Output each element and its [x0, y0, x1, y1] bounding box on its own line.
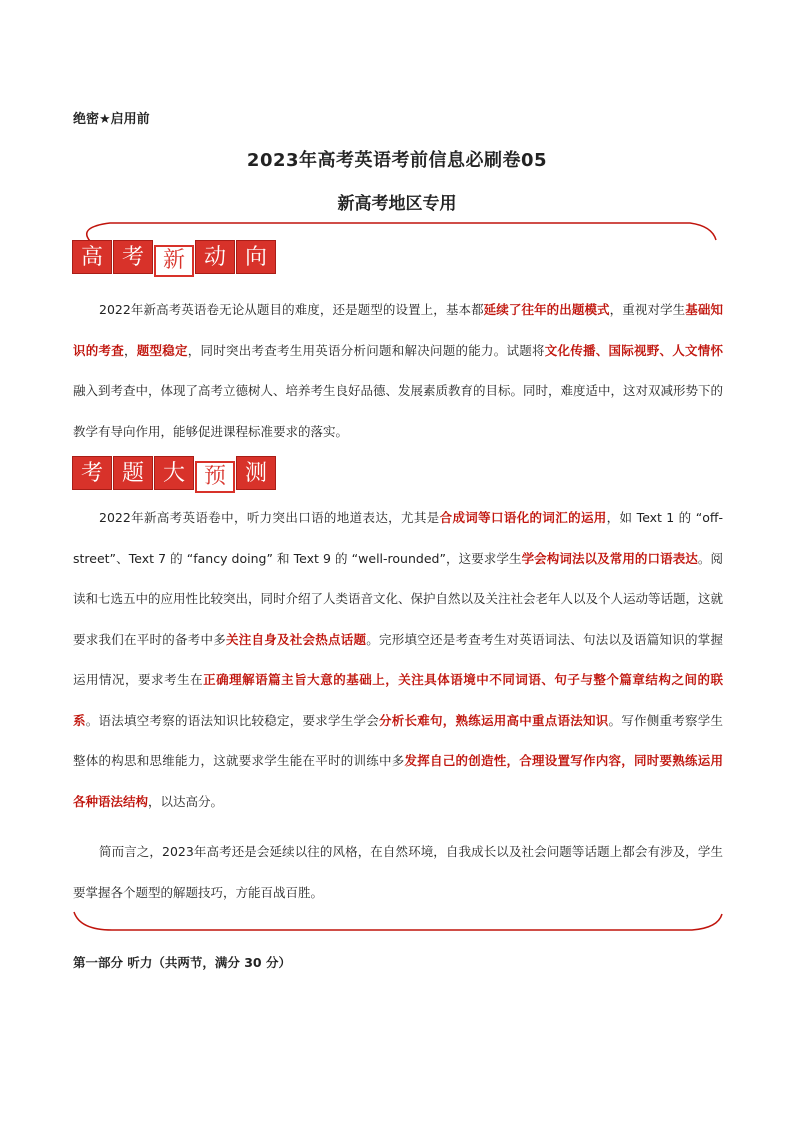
page-subtitle: 新高考地区专用 — [337, 194, 457, 214]
paragraph-summary: 简而言之，2023年高考还是会延续以往的风格，在自然环境，自我成长以及社会问题等话题上都会有涉及，学生要掌握各个题型的解题技巧，方能百战百胜。 — [73, 844, 723, 900]
highlight-text: 合成词等口语化的词汇的运用 — [439, 510, 607, 525]
highlight-text: 基础知识的考查 — [73, 302, 723, 358]
banner-forecast-char: 测 — [236, 456, 276, 490]
banner-trend-char: 高 — [72, 240, 112, 274]
highlight-text: 分析长难句，熟练运用高中重点语法知识 — [378, 712, 609, 728]
banner-forecast-char: 考 — [72, 456, 112, 490]
banner-trend-char: 考 — [113, 240, 153, 274]
banner-trend-char: 向 — [236, 240, 276, 274]
section-heading: 第一部分 听力（共两节，满分 30 分） — [73, 955, 291, 970]
highlight-text: 发挥自己的创造性，合理设置写作内容，同时要熟练运用各种语法结构 — [73, 753, 723, 809]
banner-trend — [72, 240, 276, 277]
paragraph-new-trends: 2022年新高考英语卷无论从题目的难度，还是题型的设置上，基本都延续了往年的出题模式，重视对学生基础知识的考查，题型稳定，同时突出考查考生用英语分析问题和解决问题的能力。试题将文化传播、国际视野、人文情怀融入到考查中，体现了高考立德树人、培养考生良好品德、发展素质教育的目标。同时，难度适中，这对双减形势下的教学有导向作用，能够促进课程标准要求的落实。 — [73, 302, 724, 439]
banner-trend-char: 动 — [195, 240, 235, 274]
highlight-text: 延续了往年的出题模式 — [483, 302, 610, 317]
banner-forecast-char: 大 — [154, 456, 194, 490]
page-title: 2023年高考英语考前信息必刷卷05 — [246, 150, 548, 171]
highlight-text: 关注自身及社会热点话题 — [226, 631, 367, 647]
banner-trend-char: 新 — [154, 245, 194, 277]
highlight-text: 学会构词法以及常用的口语表达 — [521, 550, 698, 566]
banner-forecast-char: 题 — [113, 456, 153, 490]
banner-forecast — [72, 456, 276, 493]
banner-forecast-char: 预 — [195, 461, 235, 493]
highlight-text: 题型稳定 — [136, 342, 188, 358]
confidential-label: 绝密★启用前 — [73, 112, 150, 127]
highlight-text: 文化传播、国际视野、人文情怀 — [544, 342, 723, 358]
highlight-text: 正确理解语篇主旨大意的基础上，关注具体语境中不同词语、句子与整个篇章结构之间的联系 — [73, 672, 723, 728]
paragraph-forecast: 2022年新高考英语卷中，听力突出口语的地道表达，尤其是合成词等口语化的词汇的运用，如 Text 1 的 “off-street”、Text 7 的 “fancy doing” 和 Text 9 的 “well-rounded”，这要求学生学会构词法以及常用的口语表达。阅读和七选五中的应用性比较突出，同时介绍了人类语音文化、保护自然以及关注社会老年人以及个人运动等话题，这就要求我们在平时的备考中多关注自身及社会热点话题。完形填空还是考查考生对英语词法、句法以及语篇知识的掌握运用情况，要求考生在正确理解语篇主旨大意的基础上，关注具体语境中不同词语、句子与整个篇章结构之间的联系。语法填空考察的语法知识比较稳定，要求学生学会分析长难句，熟练运用高中重点语法知识。写作侧重考察学生整体的构思和思维能力，这就要求学生能在平时的训练中多发挥自己的创造性，合理设置写作内容，同时要熟练运用各种语法结构，以达高分。 — [73, 510, 724, 809]
